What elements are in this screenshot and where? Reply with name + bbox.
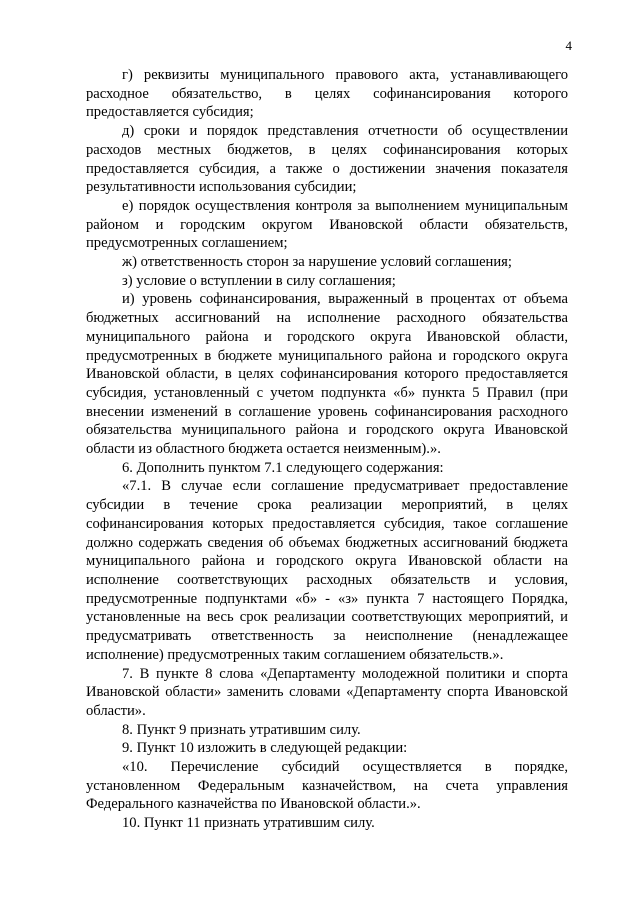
paragraph-item-g: г) реквизиты муниципального правового акта, устанавливающего расходное обязательство, в целях софинансирования которого предоставляется субсидия; [86,67,568,121]
paragraph-point-10: 10. Пункт 11 признать утратившим силу. [122,815,375,832]
paragraph-point-8: 8. Пункт 9 признать утратившим силу. [122,721,361,738]
paragraph-item-e: е) порядок осуществления контроля за выполнением муниципальным районом и городским округом Ивановской области обязательств, предусмотренных соглашением; [86,197,568,252]
paragraph-item-i: и) уровень софинансирования, выраженный в процентах от объема бюджетных ассигнований на исполнение расходного обязательства муниципального района и городского округа Ивановской области, предусмотренных в бюджете муниципального района и городского округа Ивановской области, в целях софинансирования которого предоставляется субсидия, установленный с учетом подпункта «б» пункта 5 Правил (при внесении изменений в соглашение уровень софинансирования расходного обязательства муниципального района и городского округа Ивановской области из областного бюджета остается неизменным).». [86,291,568,458]
paragraph-item-z: з) условие о вступлении в силу соглашения; [122,272,396,289]
paragraph-point-7: 7. В пункте 8 слова «Департаменту молодежной политики и спорта Ивановской области» заменить словами «Департаменту спорта Ивановской области». [86,665,568,719]
paragraph-point-6: 6. Дополнить пунктом 7.1 следующего содержания: [122,459,444,476]
paragraph-item-d: д) сроки и порядок представления отчетности об осуществлении расходов местных бюджетов, в целях софинансирования которых предоставляется субсидия, а также о достижении значения показателя результативности использования субсидии; [86,123,568,196]
paragraph-point-9: 9. Пункт 10 изложить в следующей редакции: [122,740,408,757]
paragraph-item-zh: ж) ответственность сторон за нарушение условий соглашения; [122,254,512,271]
paragraph-point-10-text: «10. Перечисление субсидий осуществляется в порядке, установленном Федеральным казначейством, на счета управления Федерального казначейства по Ивановской области.». [86,759,568,813]
paragraph-point-7-1-text: «7.1. В случае если соглашение предусматривает предоставление субсидии в течение срока реализации мероприятий, в целях софинансирования которых предоставляется субсидия, такое соглашение должно содержать сведения об объемах бюджетных ассигнований бюджета муниципального района и городского округа Ивановской области на исполнение соответствующих расходных обязательств и условия, предусмотренные подпунктами «б» - «з» пункта 7 настоящего Порядка, установленные на весь срок реализации соответствующих мероприятий, и предусматривать ответственность за неисполнение (ненадлежащее исполнение) предусмотренных таким соглашением обязательств.». [86,478,568,663]
page-number: 4 [565,38,572,53]
document-body [86,66,568,833]
